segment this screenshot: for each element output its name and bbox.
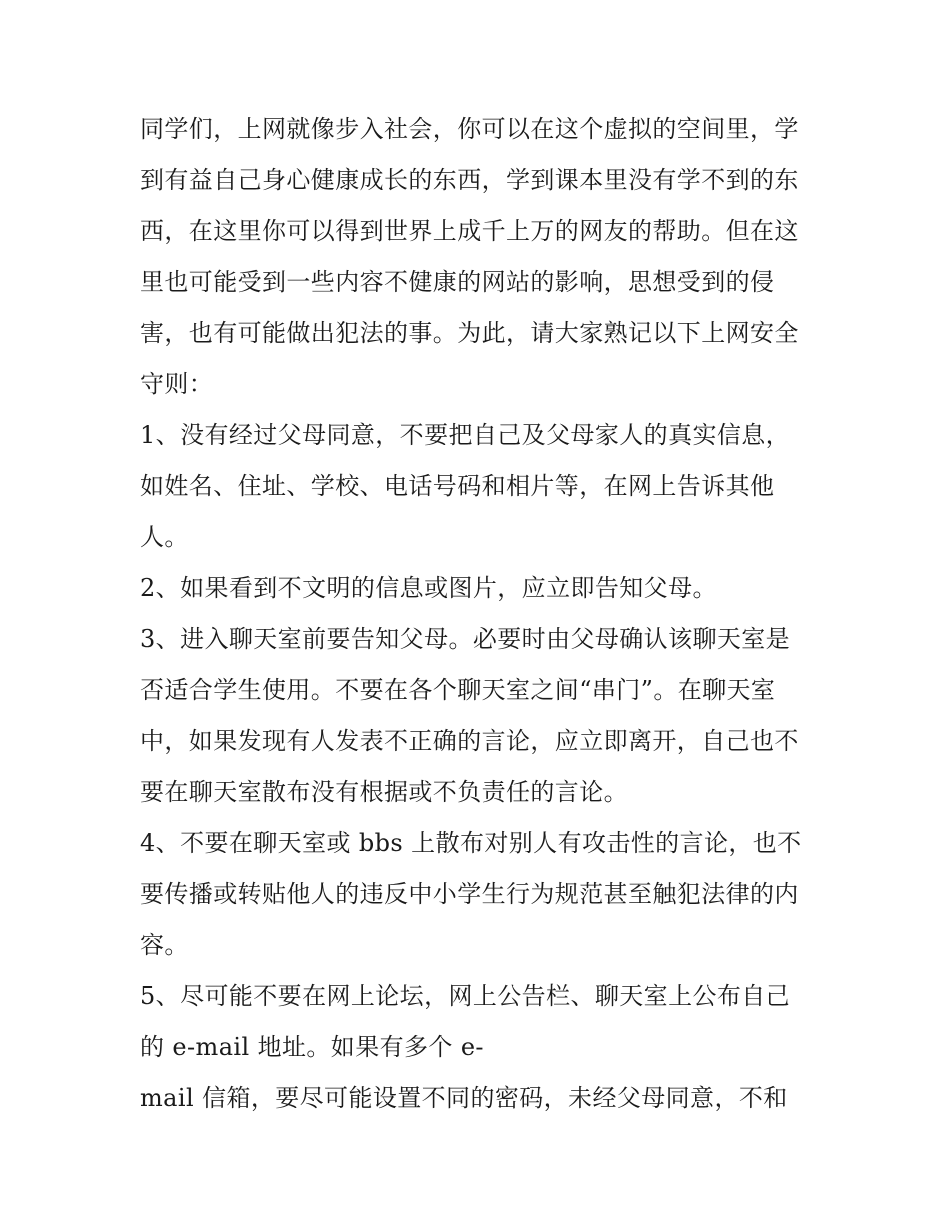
rule-3-line: 3、进入聊天室前要告知父母。必要时由父母确认该聊天室是 — [140, 625, 791, 653]
text-line: 同学们，上网就像步入社会，你可以在这个虚拟的空间里，学 — [140, 115, 799, 143]
rule-1-line: 如姓名、住址、学校、电话号码和相片等，在网上告诉其他 — [140, 472, 775, 500]
rule-4-line: 要传播或转贴他人的违反中小学生行为规范甚至触犯法律的内 — [140, 880, 799, 908]
text-line: 害，也有可能做出犯法的事。为此，请大家熟记以下上网安全 — [140, 319, 799, 347]
rule-3-line: 否适合学生使用。不要在各个聊天室之间“串门”。在聊天室 — [140, 676, 776, 704]
text-line: 守则： — [140, 370, 214, 398]
rule-3-line: 要在聊天室散布没有根据或不负责任的言论。 — [140, 778, 628, 806]
rule-2-line: 2、如果看到不文明的信息或图片，应立即告知父母。 — [140, 574, 717, 602]
rule-5-line: 5、尽可能不要在网上论坛，网上公告栏、聊天室上公布自己 — [140, 982, 791, 1010]
text-line: 到有益自己身心健康成长的东西，学到课本里没有学不到的东 — [140, 166, 799, 194]
document-body — [140, 104, 820, 1124]
text-line: 里也可能受到一些内容不健康的网站的影响，思想受到的侵 — [140, 268, 775, 296]
rule-4-line: 容。 — [140, 931, 189, 959]
rule-5-line: 的 e-mail 地址。如果有多个 e- — [140, 1033, 484, 1061]
rule-5-line: mail 信箱，要尽可能设置不同的密码，未经父母同意，不和 — [140, 1084, 788, 1112]
rule-4-line: 4、不要在聊天室或 bbs 上散布对别人有攻击性的言论，也不 — [140, 829, 802, 857]
rule-1-line: 1、没有经过父母同意，不要把自己及父母家人的真实信息， — [140, 421, 791, 449]
text-line: 西，在这里你可以得到世界上成千上万的网友的帮助。但在这 — [140, 217, 799, 245]
rule-3-line: 中，如果发现有人发表不正确的言论，应立即离开，自己也不 — [140, 727, 799, 755]
rule-1-line: 人。 — [140, 523, 189, 551]
